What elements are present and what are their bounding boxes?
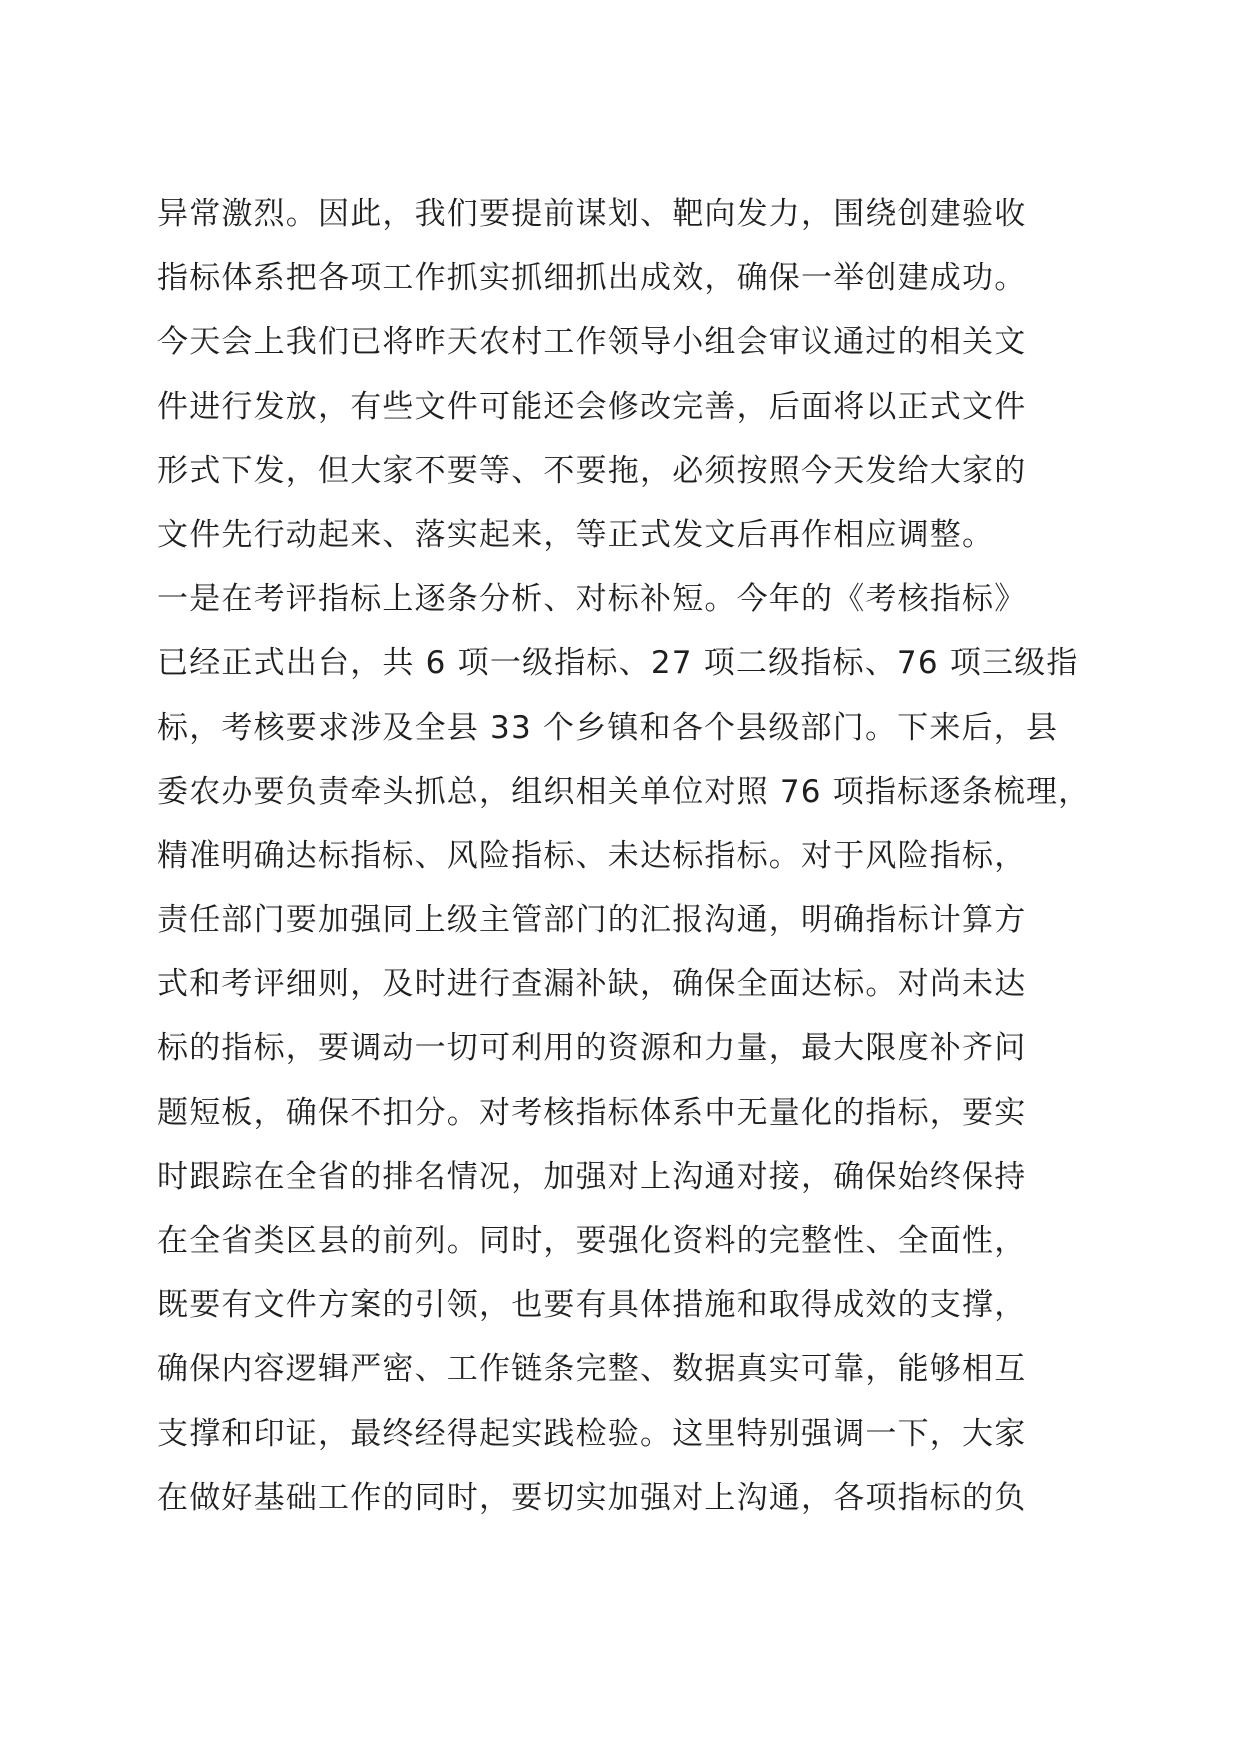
text-line: 件进行发放，有些文件可能还会修改完善，后面将以正式文件 <box>157 388 1027 425</box>
text-line: 指标体系把各项工作抓实抓细抓出成效，确保一举创建成功。 <box>157 260 1027 297</box>
text-line: 今天会上我们已将昨天农村工作领导小组会审议通过的相关文 <box>157 324 1027 361</box>
text-line: 一是在考评指标上逐条分析、对标补短。今年的《考核指标》 <box>157 581 1027 618</box>
text-line: 形式下发，但大家不要等、不要拖，必须按照今天发给大家的 <box>157 452 1027 489</box>
text-line: 在做好基础工作的同时，要切实加强对上沟通，各项指标的负 <box>157 1479 1027 1516</box>
text-line: 支撑和印证，最终经得起实践检验。这里特别强调一下，大家 <box>157 1415 1027 1452</box>
text-line: 委农办要负责牵头抓总，组织相关单位对照 76 项指标逐条梳理， <box>157 773 1091 810</box>
text-line: 确保内容逻辑严密、工作链条完整、数据真实可靠，能够相互 <box>157 1351 1027 1388</box>
text-line: 异常激烈。因此，我们要提前谋划、靶向发力，围绕创建验收 <box>157 196 1027 232</box>
text-line: 时跟踪在全省的排名情况，加强对上沟通对接，确保始终保持 <box>157 1158 1027 1195</box>
text-line: 文件先行动起来、落实起来，等正式发文后再作相应调整。 <box>157 516 995 553</box>
text-line: 题短板，确保不扣分。对考核指标体系中无量化的指标，要实 <box>157 1094 1027 1131</box>
text-line: 精准明确达标指标、风险指标、未达标指标。对于风险指标， <box>157 837 1027 874</box>
text-line: 在全省类区县的前列。同时，要强化资料的完整性、全面性， <box>157 1223 1027 1259</box>
text-line: 责任部门要加强同上级主管部门的汇报沟通，明确指标计算方 <box>157 902 1027 939</box>
text-line: 已经正式出台，共 6 项一级指标、27 项二级指标、76 项三级指 <box>157 645 1079 682</box>
text-line: 标的指标，要调动一切可利用的资源和力量，最大限度补齐问 <box>157 1030 1027 1067</box>
text-line: 既要有文件方案的引领，也要有具体措施和取得成效的支撑， <box>157 1287 1027 1324</box>
body-text <box>157 182 1097 1530</box>
text-line: 式和考评细则，及时进行查漏补缺，确保全面达标。对尚未达 <box>157 966 1027 1003</box>
text-line: 标，考核要求涉及全县 33 个乡镇和各个县级部门。下来后，县 <box>157 709 1059 746</box>
